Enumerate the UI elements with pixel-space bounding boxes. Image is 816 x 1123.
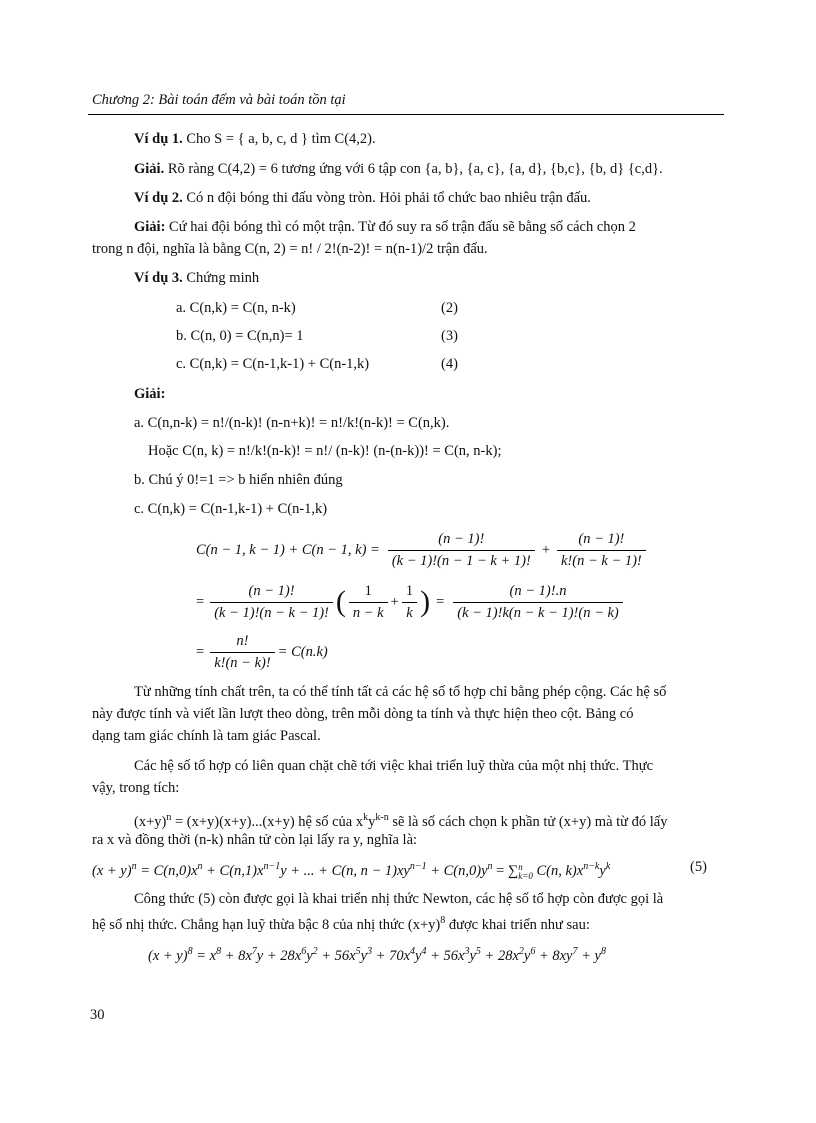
math-l2-frac-1-den: (k − 1)!(n − k − 1)!	[210, 602, 333, 622]
para3-e3: k-n	[375, 812, 389, 823]
exp-t13: y	[523, 947, 531, 964]
para3-p2: = (x+y)(x+y)...(x+y) hệ số của x	[171, 813, 364, 830]
exp-e13: 6	[530, 946, 536, 957]
exp-t4: y + 28x	[256, 947, 302, 964]
exp-t2: = x	[192, 947, 217, 964]
math-l1-frac-1-num: (n − 1)!	[438, 530, 485, 547]
exp-t11: y	[469, 947, 476, 964]
para4-line-2-exp: 8	[440, 915, 446, 926]
math-line-3	[196, 632, 328, 672]
para3-e2: k	[363, 812, 369, 823]
property-c-number: (4)	[441, 356, 458, 372]
exp-e14: 7	[572, 946, 578, 957]
header-rule	[88, 114, 724, 115]
example-2	[134, 189, 591, 207]
math-l2-frac-1-num: (n − 1)!	[248, 582, 295, 599]
exp-e15: 8	[600, 946, 606, 957]
math-l3-num: n!	[236, 632, 249, 649]
exp-t15: + y	[577, 947, 601, 964]
math-l2-eq-2: =	[436, 593, 445, 610]
math-l2-frac-3-num: 1	[405, 582, 414, 599]
exp-t5: y	[306, 947, 313, 964]
exp-e7: 3	[367, 946, 373, 957]
newton-formula	[92, 858, 610, 881]
math-l2-frac-4	[453, 583, 623, 622]
newton-e1: n	[131, 861, 137, 872]
exp-e10: 3	[464, 946, 470, 957]
math-l2-frac-1	[210, 583, 333, 622]
newton-e3: n−1	[263, 861, 281, 872]
proof-a: a. C(n,n-k) = n!/(n-k)! (n-n+k)! = n!/k!(n-k)! = C(n,k).	[134, 415, 450, 431]
exp-t8: + 70x	[372, 947, 411, 964]
math-l3-eq: =	[196, 643, 205, 660]
exp-e1: 8	[187, 946, 193, 957]
math-line-1	[196, 530, 649, 570]
solution-3-label	[134, 385, 165, 403]
para1-line-3: dạng tam giác chính là tam giác Pascal.	[92, 728, 321, 744]
proof-b: b. Chú ý 0!=1 => b hiển nhiên đúng	[134, 472, 343, 488]
newton-sum: = ∑	[492, 862, 519, 879]
para3-e1: n	[166, 812, 172, 823]
newton-t5: + C(n,0)y	[426, 862, 488, 879]
property-a-number: (2)	[441, 300, 458, 316]
exp-e8: 4	[410, 946, 416, 957]
newton-e4: n−1	[409, 861, 427, 872]
para2-line-2: vậy, trong tích:	[92, 780, 180, 796]
math-l2-plus: +	[390, 593, 399, 610]
para4-line-1: Công thức (5) còn được gọi là khai triển nhị thức Newton, các hệ số tổ hợp còn được gọi là	[134, 891, 664, 907]
para1-line-2: này được tính và viết lần lượt theo dòng, trên mỗi dòng ta tính và thực hiện theo cột. Bảng có	[92, 706, 634, 722]
math-l2-frac-2	[349, 583, 388, 622]
property-b: b. C(n, 0) = C(n,n)= 1	[176, 328, 304, 344]
exp-e2: 8	[216, 946, 222, 957]
expansion-formula	[148, 943, 606, 965]
para2-line-1: Các hệ số tổ hợp có liên quan chặt chẽ tới việc khai triển luỹ thừa của một nhị thức. Thực	[134, 758, 654, 774]
example-1-label: Ví dụ 1.	[134, 131, 183, 147]
para3-line-1	[134, 809, 667, 831]
example-1-text: Cho S = { a, b, c, d } tìm C(4,2).	[182, 131, 376, 147]
example-2-label: Ví dụ 2.	[134, 190, 183, 206]
exp-e11: 5	[475, 946, 481, 957]
math-line-2	[196, 582, 626, 622]
example-2-text: Có n đội bóng thi đấu vòng tròn. Hỏi phải tổ chức bao nhiêu trận đấu.	[182, 190, 591, 206]
math-l1-frac-2-num: (n − 1)!	[578, 530, 625, 547]
exp-e5: 2	[312, 946, 318, 957]
example-3-label: Ví dụ 3.	[134, 270, 183, 286]
para3-p1: (x+y)	[134, 813, 167, 830]
newton-sum-upper: n	[518, 861, 523, 872]
solution-3-label-text: Giải:	[134, 386, 166, 402]
para1-line-1: Từ những tính chất trên, ta có thể tính tất cả các hệ số tổ hợp chỉ bằng phép cộng. Các hệ số	[134, 684, 667, 700]
exp-e4: 6	[301, 946, 307, 957]
math-l2-eq: =	[196, 593, 205, 610]
newton-e7: n−k	[583, 861, 600, 872]
newton-t3: + C(n,1)x	[202, 862, 264, 879]
para4-line-2-part-2: được khai triển như sau:	[445, 916, 590, 933]
math-l1-frac-1-den: (k − 1)!(n − 1 − k + 1)!	[388, 550, 535, 570]
exp-e6: 5	[355, 946, 361, 957]
page-number: 30	[90, 1007, 105, 1023]
para4-line-2	[92, 912, 590, 934]
newton-e2: n	[197, 861, 203, 872]
math-l2-frac-3-den: k	[402, 602, 416, 622]
newton-e5: n	[487, 861, 493, 872]
newton-sum-lower: k=0	[518, 870, 533, 881]
para3-p3: y	[368, 813, 376, 830]
exp-t1: (x + y)	[148, 947, 188, 964]
para3-line-2: ra x và đồng thời (n-k) nhân tử còn lại lấy ra y, nghĩa là:	[92, 832, 418, 848]
math-l2-frac-4-den: (k − 1)!k(n − k − 1)!(n − k)	[453, 602, 623, 622]
math-l1-frac-2	[557, 531, 646, 570]
exp-e12: 2	[518, 946, 524, 957]
proof-c: c. C(n,k) = C(n-1,k-1) + C(n-1,k)	[134, 501, 328, 517]
newton-e8: k	[605, 861, 611, 872]
math-l1-lhs: C(n − 1, k − 1) + C(n − 1, k) =	[196, 541, 380, 558]
newton-t2: = C(n,0)x	[136, 862, 198, 879]
math-l3-rhs: = C(n.k)	[277, 643, 328, 660]
newton-number: (5)	[690, 859, 707, 875]
math-l3-frac	[210, 633, 274, 672]
example-3	[134, 269, 259, 287]
exp-t9: y	[415, 947, 422, 964]
newton-t1: (x + y)	[92, 862, 132, 879]
page-header: Chương 2: Bài toán đếm và bài toán tồn tại	[92, 92, 346, 108]
exp-t7: y	[360, 947, 368, 964]
solution-2-text: Cứ hai đội bóng thì có một trận. Từ đó suy ra số trận đấu sẽ bằng số cách chọn 2	[165, 219, 636, 235]
solution-2-label: Giải:	[134, 219, 166, 235]
math-l2-frac-2-den: n − k	[349, 602, 388, 622]
example-1	[134, 130, 376, 148]
exp-t3: + 8x	[221, 947, 252, 964]
para4-line-2-part-1: hệ số nhị thức. Chẳng hạn luỹ thừa bậc 8 của nhị thức (x+y)	[92, 916, 441, 933]
solution-1-text: Rõ ràng C(4,2) = 6 tương ứng với 6 tập con {a, b}, {a, c}, {a, d}, {b,c}, {b, d} {c,d}.	[164, 161, 663, 177]
exp-e9: 4	[421, 946, 427, 957]
property-c: c. C(n,k) = C(n-1,k-1) + C(n-1,k)	[176, 356, 370, 372]
math-l2-frac-4-num: (n − 1)!.n	[509, 582, 567, 599]
solution-2-line-1	[134, 218, 636, 236]
math-l3-den: k!(n − k)!	[210, 652, 274, 672]
solution-1-label: Giải.	[134, 161, 165, 177]
property-b-number: (3)	[441, 328, 458, 344]
exp-t6: + 56x	[317, 947, 356, 964]
exp-t12: + 28x	[480, 947, 519, 964]
math-l1-frac-2-den: k!(n − k − 1)!	[557, 550, 646, 570]
exp-t10: + 56x	[426, 947, 465, 964]
exp-e3: 7	[251, 946, 257, 957]
newton-t7: C(n, k)x	[532, 862, 584, 879]
example-3-text: Chứng minh	[182, 270, 260, 286]
math-l2-frac-2-num: 1	[364, 582, 372, 599]
math-l2-lparen: (	[335, 585, 346, 618]
proof-a-alt: Hoặc C(n, k) = n!/k!(n-k)! = n!/ (n-k)! (n-(n-k))! = C(n, n-k);	[148, 443, 502, 459]
newton-sum-limits	[518, 863, 533, 881]
newton-t4: y + ... + C(n, n − 1)xy	[280, 862, 410, 879]
math-l1-plus: +	[541, 541, 550, 558]
solution-1	[134, 160, 663, 178]
math-l1-frac-1	[388, 531, 535, 570]
solution-2-line-2: trong n đội, nghĩa là bằng C(n, 2) = n! / 2!(n-2)! = n(n-1)/2 trận đấu.	[92, 241, 488, 257]
math-l2-rparen: )	[420, 585, 431, 618]
math-l2-frac-3	[402, 583, 417, 622]
property-a: a. C(n,k) = C(n, n-k)	[176, 300, 296, 316]
newton-t8: y	[599, 862, 606, 879]
para3-p4: sẽ là số cách chọn k phần tử (x+y) mà từ đó lấy	[388, 813, 668, 830]
exp-t14: + 8xy	[535, 947, 573, 964]
